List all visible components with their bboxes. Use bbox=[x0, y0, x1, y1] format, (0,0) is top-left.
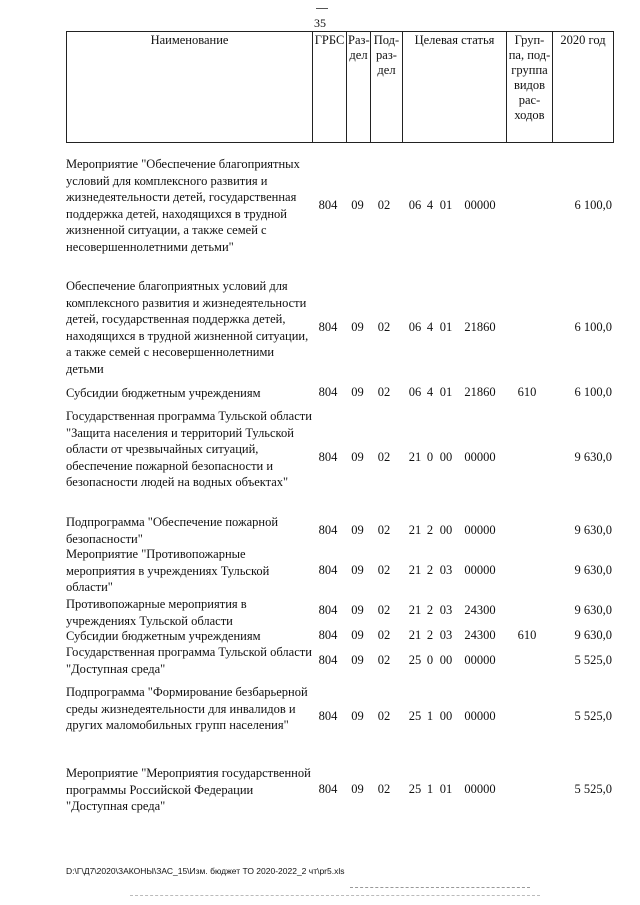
row-target-code: 24300 bbox=[464, 603, 496, 617]
row-target-program: 06 bbox=[408, 320, 422, 334]
row-grbs: 804 bbox=[318, 523, 338, 537]
row-grbs: 804 bbox=[318, 603, 338, 617]
row-name: Подпрограмма "Обеспечение пожарной безопасности" bbox=[66, 515, 279, 546]
row-target-subprogram: 4 bbox=[426, 385, 434, 399]
row-razdel: 09 bbox=[351, 782, 364, 796]
row-target-subprogram: 1 bbox=[426, 709, 434, 723]
row-target-program: 21 bbox=[408, 450, 422, 464]
row-target-program: 21 bbox=[408, 523, 422, 537]
row-target-event: 03 bbox=[439, 563, 453, 577]
row-target-program: 25 bbox=[408, 782, 422, 796]
row-podrazdel: 02 bbox=[377, 782, 391, 796]
row-razdel: 09 bbox=[351, 450, 364, 464]
row-target-code: 00000 bbox=[464, 653, 496, 667]
row-target-code: 00000 bbox=[464, 450, 496, 464]
row-amount: 9 630,0 bbox=[574, 563, 612, 577]
top-mark bbox=[316, 8, 328, 9]
page-number: 35 bbox=[314, 16, 326, 30]
row-name: Субсидии бюджетным учреждениям bbox=[66, 386, 261, 400]
row-podrazdel: 02 bbox=[377, 603, 391, 617]
row-razdel: 09 bbox=[351, 320, 364, 334]
row-target-event: 00 bbox=[439, 450, 453, 464]
row-name: Обеспечение благоприятных условий для комплексного развития и жизнедеятельности детей, государственная поддержка детей, находящихся в трудной жизненной ситуации, а также семей с несовершеннолетними детьми bbox=[66, 279, 309, 376]
row-target-program: 06 bbox=[408, 385, 422, 399]
row-podrazdel: 02 bbox=[377, 709, 391, 723]
row-target-subprogram: 2 bbox=[426, 523, 434, 537]
header-grbs: ГРБС bbox=[313, 32, 347, 143]
file-path-footer: D:\Г\Д7\2020\ЗАКОНЫ\ЗАС_15\Изм. бюджет ТО 2020-2022_2 чт\pr5.xls bbox=[66, 866, 345, 876]
row-target-code: 00000 bbox=[464, 782, 496, 796]
row-target-code: 24300 bbox=[464, 628, 496, 642]
row-podrazdel: 02 bbox=[377, 320, 391, 334]
row-target-event: 03 bbox=[439, 603, 453, 617]
row-name: Государственная программа Тульской области "Защита населения и территорий Тульской области от чрезвычайных ситуаций, обеспечение пожарной безопасности и безопасности людей на водных объектах" bbox=[66, 409, 312, 489]
row-target-program: 25 bbox=[408, 709, 422, 723]
row-razdel: 09 bbox=[351, 563, 364, 577]
row-target-program: 25 bbox=[408, 653, 422, 667]
table-header bbox=[66, 31, 614, 143]
row-razdel: 09 bbox=[351, 709, 364, 723]
row-amount: 6 100,0 bbox=[574, 198, 612, 212]
row-podrazdel: 02 bbox=[377, 450, 391, 464]
row-target-subprogram: 2 bbox=[426, 563, 434, 577]
header-year: 2020 год bbox=[553, 32, 614, 143]
row-target-subprogram: 4 bbox=[426, 320, 434, 334]
row-target-code: 00000 bbox=[464, 198, 496, 212]
row-razdel: 09 bbox=[351, 385, 364, 399]
row-podrazdel: 02 bbox=[377, 385, 391, 399]
row-target-program: 06 bbox=[408, 198, 422, 212]
row-name: Субсидии бюджетным учреждениям bbox=[66, 629, 261, 643]
row-amount: 9 630,0 bbox=[574, 628, 612, 642]
row-podrazdel: 02 bbox=[377, 198, 391, 212]
row-target-subprogram: 2 bbox=[426, 628, 434, 642]
header-name: Наименование bbox=[67, 32, 313, 143]
row-grbs: 804 bbox=[318, 653, 338, 667]
row-amount: 6 100,0 bbox=[574, 385, 612, 399]
row-name: Мероприятие "Обеспечение благоприятных условий для комплексного развития и жизнедеятельности детей, государственная поддержка детей, находящихся в трудной жизненной ситуации, а также семей с несовершеннолетними детьми" bbox=[66, 157, 300, 254]
row-grbs: 804 bbox=[318, 450, 338, 464]
row-target-code: 00000 bbox=[464, 709, 496, 723]
row-target-program: 21 bbox=[408, 603, 422, 617]
row-target-event: 01 bbox=[439, 198, 453, 212]
row-vid: 610 bbox=[517, 628, 537, 642]
row-vid: 610 bbox=[517, 385, 537, 399]
row-name: Мероприятие "Мероприятия государственной программы Российской Федерации "Доступная среда" bbox=[66, 766, 311, 813]
row-podrazdel: 02 bbox=[377, 523, 391, 537]
row-grbs: 804 bbox=[318, 628, 338, 642]
footer-divider bbox=[130, 895, 540, 896]
row-name: Противопожарные мероприятия в учреждениях Тульской области bbox=[66, 597, 247, 628]
header-target: Целевая статья bbox=[403, 32, 507, 143]
header-razdel: Раз-дел bbox=[347, 32, 371, 143]
row-target-event: 00 bbox=[439, 523, 453, 537]
row-target-event: 01 bbox=[439, 320, 453, 334]
row-podrazdel: 02 bbox=[377, 628, 391, 642]
row-amount: 9 630,0 bbox=[574, 450, 612, 464]
row-grbs: 804 bbox=[318, 563, 338, 577]
row-amount: 5 525,0 bbox=[574, 782, 612, 796]
row-grbs: 804 bbox=[318, 198, 338, 212]
row-target-event: 00 bbox=[439, 709, 453, 723]
row-target-subprogram: 2 bbox=[426, 603, 434, 617]
row-grbs: 804 bbox=[318, 709, 338, 723]
row-target-code: 00000 bbox=[464, 563, 496, 577]
row-target-code: 00000 bbox=[464, 523, 496, 537]
row-name: Подпрограмма "Формирование безбарьерной среды жизнедеятельности для инвалидов и других маломобильных групп населения" bbox=[66, 685, 308, 732]
row-grbs: 804 bbox=[318, 782, 338, 796]
row-razdel: 09 bbox=[351, 198, 364, 212]
row-target-event: 00 bbox=[439, 653, 453, 667]
row-amount: 9 630,0 bbox=[574, 603, 612, 617]
row-target-event: 03 bbox=[439, 628, 453, 642]
row-target-program: 21 bbox=[408, 628, 422, 642]
row-target-event: 01 bbox=[439, 385, 453, 399]
header-podrazdel: Под-раз-дел bbox=[371, 32, 403, 143]
row-podrazdel: 02 bbox=[377, 653, 391, 667]
row-razdel: 09 bbox=[351, 603, 364, 617]
row-name: Государственная программа Тульской области "Доступная среда" bbox=[66, 645, 312, 676]
row-razdel: 09 bbox=[351, 523, 364, 537]
row-grbs: 804 bbox=[318, 385, 338, 399]
row-target-subprogram: 4 bbox=[426, 198, 434, 212]
row-target-code: 21860 bbox=[464, 320, 496, 334]
row-razdel: 09 bbox=[351, 628, 364, 642]
row-target-code: 21860 bbox=[464, 385, 496, 399]
row-target-subprogram: 1 bbox=[426, 782, 434, 796]
row-amount: 9 630,0 bbox=[574, 523, 612, 537]
row-amount: 5 525,0 bbox=[574, 709, 612, 723]
row-name: Мероприятие "Противопожарные мероприятия в учреждениях Тульской области" bbox=[66, 547, 270, 594]
row-grbs: 804 bbox=[318, 320, 338, 334]
row-amount: 6 100,0 bbox=[574, 320, 612, 334]
row-podrazdel: 02 bbox=[377, 563, 391, 577]
row-razdel: 09 bbox=[351, 653, 364, 667]
row-target-program: 21 bbox=[408, 563, 422, 577]
footer-divider bbox=[350, 887, 530, 888]
row-amount: 5 525,0 bbox=[574, 653, 612, 667]
row-target-subprogram: 0 bbox=[426, 653, 434, 667]
header-vid: Груп-па, под-группа видов рас-ходов bbox=[507, 32, 553, 143]
row-target-event: 01 bbox=[439, 782, 453, 796]
row-target-subprogram: 0 bbox=[426, 450, 434, 464]
